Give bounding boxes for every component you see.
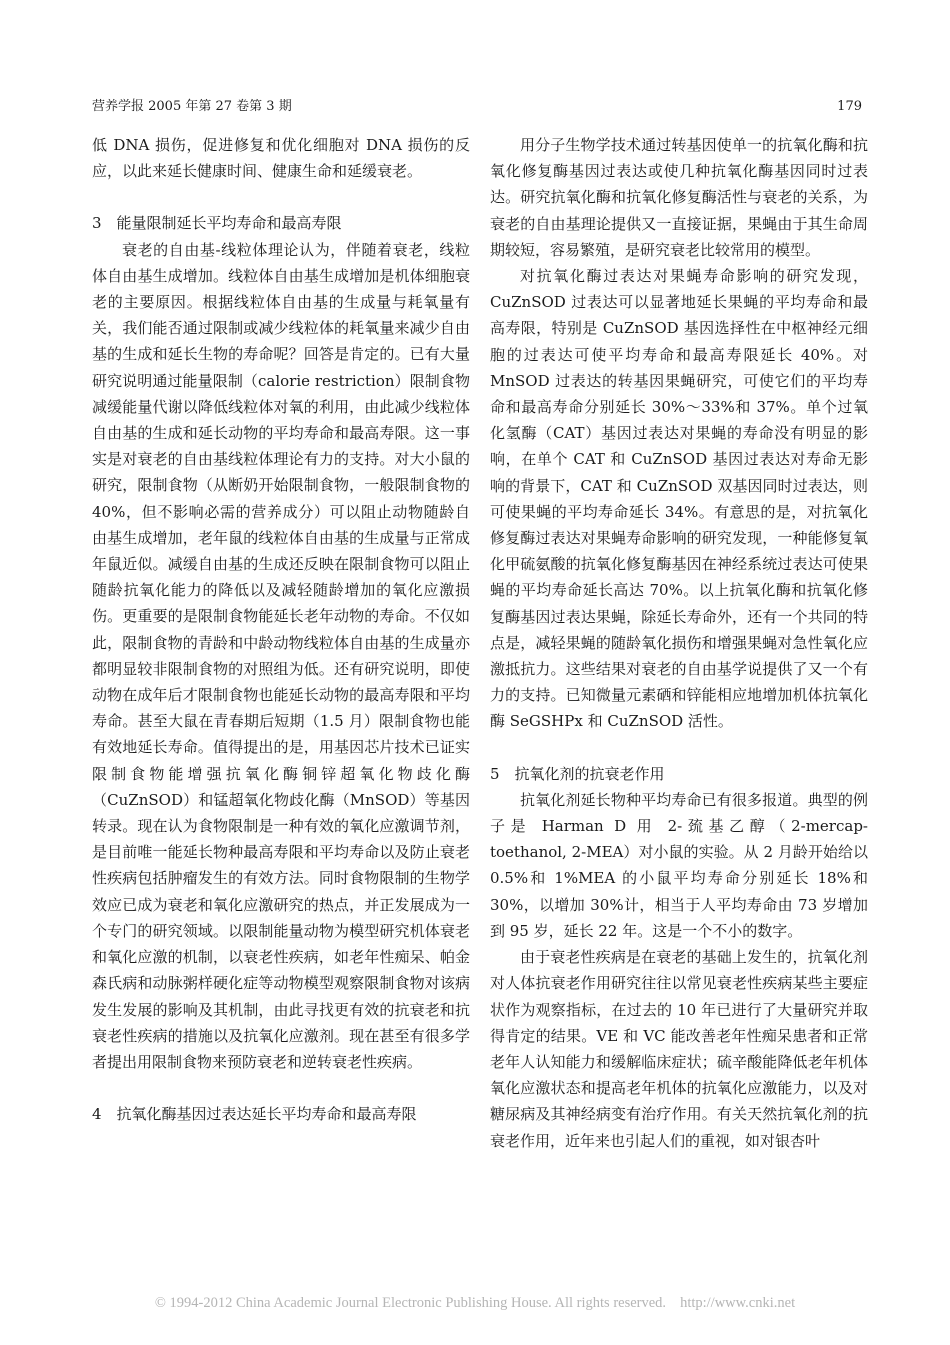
paragraph: 抗氧化剂延长物种平均寿命已有很多报道。典型的例子是 Harman D 用 2-巯基乙醇（2-mercap-toethanol, 2-MEA）对小鼠的实验。从 2 月龄开始给以 0.5%和 1%MEA 的小鼠平均寿命分别延长 18%和 30%，以增加 30%计，相当于人平均寿命由 73 岁增加到 95 岁，延长 22 年。这是一个不小的数字。 xyxy=(490,790,868,940)
paragraph: 对抗氧化酶过表达对果蝇寿命影响的研究发现，CuZnSOD 过表达可以显著地延长果蝇的平均寿命和最高寿限，特别是 CuZnSOD 基因选择性在中枢神经元细胞的过表达可使平均寿命和最高寿限延长 40%。对 MnSOD 过表达的转基因果蝇研究，可使它们的平均寿命和最高寿命分别延长 30%～33%和 37%。单个过氧化氢酶（CAT）基因过表达对果蝇的寿命没有明显的影响，在单个 CAT 和 CuZnSOD 基因过表达对寿命无影响的背景下，CAT 和 CuZnSOD 双基因同时过表达，则可使果蝇的平均寿命延长 34%。有意思的是，对抗氧化修复酶过表达对果蝇寿命影响的研究发现，一种能修复氧化甲硫氨酸的抗氧化修复酶基因在神经系统过表达可使果蝇的平均寿命延长高达 70%。以上抗氧化酶和抗氧化修复酶基因过表达果蝇，除延长寿命外，还有一个共同的特点是，减轻果蝇的随龄氧化损伤和增强果蝇对急性氧化应激抵抗力。这些结果对衰老的自由基学说提供了又一个有力的支持。已知微量元素硒和锌能相应地增加机体抗氧化酶 SeGSHPx 和 CuZnSOD 活性。 xyxy=(490,267,868,731)
section-heading-3: 3 能量限制延长平均寿命和最高寿限 xyxy=(92,214,342,233)
journal-title: 营养学报 2005 年第 27 卷第 3 期 xyxy=(92,99,292,114)
footer-url: http://www.cnki.net xyxy=(680,1295,796,1311)
right-column xyxy=(490,132,868,1154)
paragraph: 衰老的自由基-线粒体理论认为，伴随着衰老，线粒体自由基生成增加。线粒体自由基生成增加是机体细胞衰老的主要原因。根据线粒体自由基的生成量与耗氧量有关，我们能否通过限制或减少线粒体的耗氧量来减少自由基的生成和延长生物的寿命呢？回答是肯定的。已有大量研究说明通过能量限制（calorie restriction）限制食物减缓能量代谢以降低线粒体对氧的利用，由此减少线粒体自由基的生成和延长动物的平均寿命和最高寿限。这一事实是对衰老的自由基线粒体理论有力的支持。对大小鼠的研究，限制食物（从断奶开始限制食物，一般限制食物的 40%，但不影响必需的营养成分）可以阻止动物随龄自由基生成增加，老年鼠的线粒体自由基的生成量与正常成年鼠近似。减缓自由基的生成还反映在限制食物可以阻止随龄抗氧化能力的降低以及减轻随龄增加的氧化应激损伤。更重要的是限制食物能延长老年动物的寿命。不仅如此，限制食物的青龄和中龄动物线粒体自由基的生成量亦都明显较非限制食物的对照组为低。还有研究说明，即使动物在成年后才限制食物也能延长动物的最高寿限和平均寿命。甚至大鼠在青春期后短期（1.5 月）限制食物也能有效地延长寿命。值得提出的是，用基因芯片技术已证实限制食物能增强抗氧化酶铜锌超氧化物歧化酶（CuZnSOD）和锰超氧化物歧化酶（MnSOD）等基因转录。现在认为食物限制是一种有效的氧化应激调节剂，是目前唯一能延长物种最高寿限和平均寿命以及防止衰老性疾病包括肿瘤发生的有效方法。同时食物限制的生物学效应已成为衰老和氧化应激研究的热点，并正发展成为一个专门的研究领域。以限制能量动物为模型研究机体衰老和氧化应激的机制，以衰老性疾病，如老年性痴呆、帕金森氏病和动脉粥样硬化症等动物模型观察限制食物对该病发生发展的影响及其机制，由此寻找更有效的抗衰老和抗衰老性疾病的措施以及抗氧化应激剂。现在甚至有很多学者提出用限制食物来预防衰老和逆转衰老性疾病。 xyxy=(92,240,470,1071)
copyright-text: © 1994-2012 China Academic Journal Electronic Publishing House. All rights reserved. xyxy=(154,1295,667,1311)
copyright-footer xyxy=(0,1295,950,1312)
section-heading-5: 5 抗氧化剂的抗衰老作用 xyxy=(490,764,665,783)
paragraph: 由于衰老性疾病是在衰老的基础上发生的，抗氧化剂对人体抗衰老作用研究往往以常见衰老性疾病某些主要症状作为观察指标，在过去的 10 年已进行了大量研究并取得肯定的结果。VE 和 VC 能改善老年性痴呆患者和正常老年人认知能力和缓解临床症状；硫辛酸能降低老年机体氧化应激状态和提高老年机体的抗氧化应激能力，以及对糖尿病及其神经病变有治疗作用。有关天然抗氧化剂的抗衰老作用，近年来也引起人们的重视，如对银杏叶 xyxy=(490,948,868,1150)
section-heading-4: 4 抗氧化酶基因过表达延长平均寿命和最高寿限 xyxy=(92,1105,417,1124)
left-column xyxy=(92,132,470,1127)
page-number: 179 xyxy=(837,99,862,114)
paragraph-continued: 低 DNA 损伤，促进修复和优化细胞对 DNA 损伤的反应，以此来延长健康时间、健康生命和延缓衰老。 xyxy=(92,136,470,181)
paragraph: 用分子生物学技术通过转基因使单一的抗氧化酶和抗氧化修复酶基因过表达或使几种抗氧化酶基因同时过表达。研究抗氧化酶和抗氧化修复酶活性与衰老的关系，为衰老的自由基理论提供又一直接证据，果蝇由于其生命周期较短，容易繁殖，是研究衰老比较常用的模型。 xyxy=(490,136,868,259)
